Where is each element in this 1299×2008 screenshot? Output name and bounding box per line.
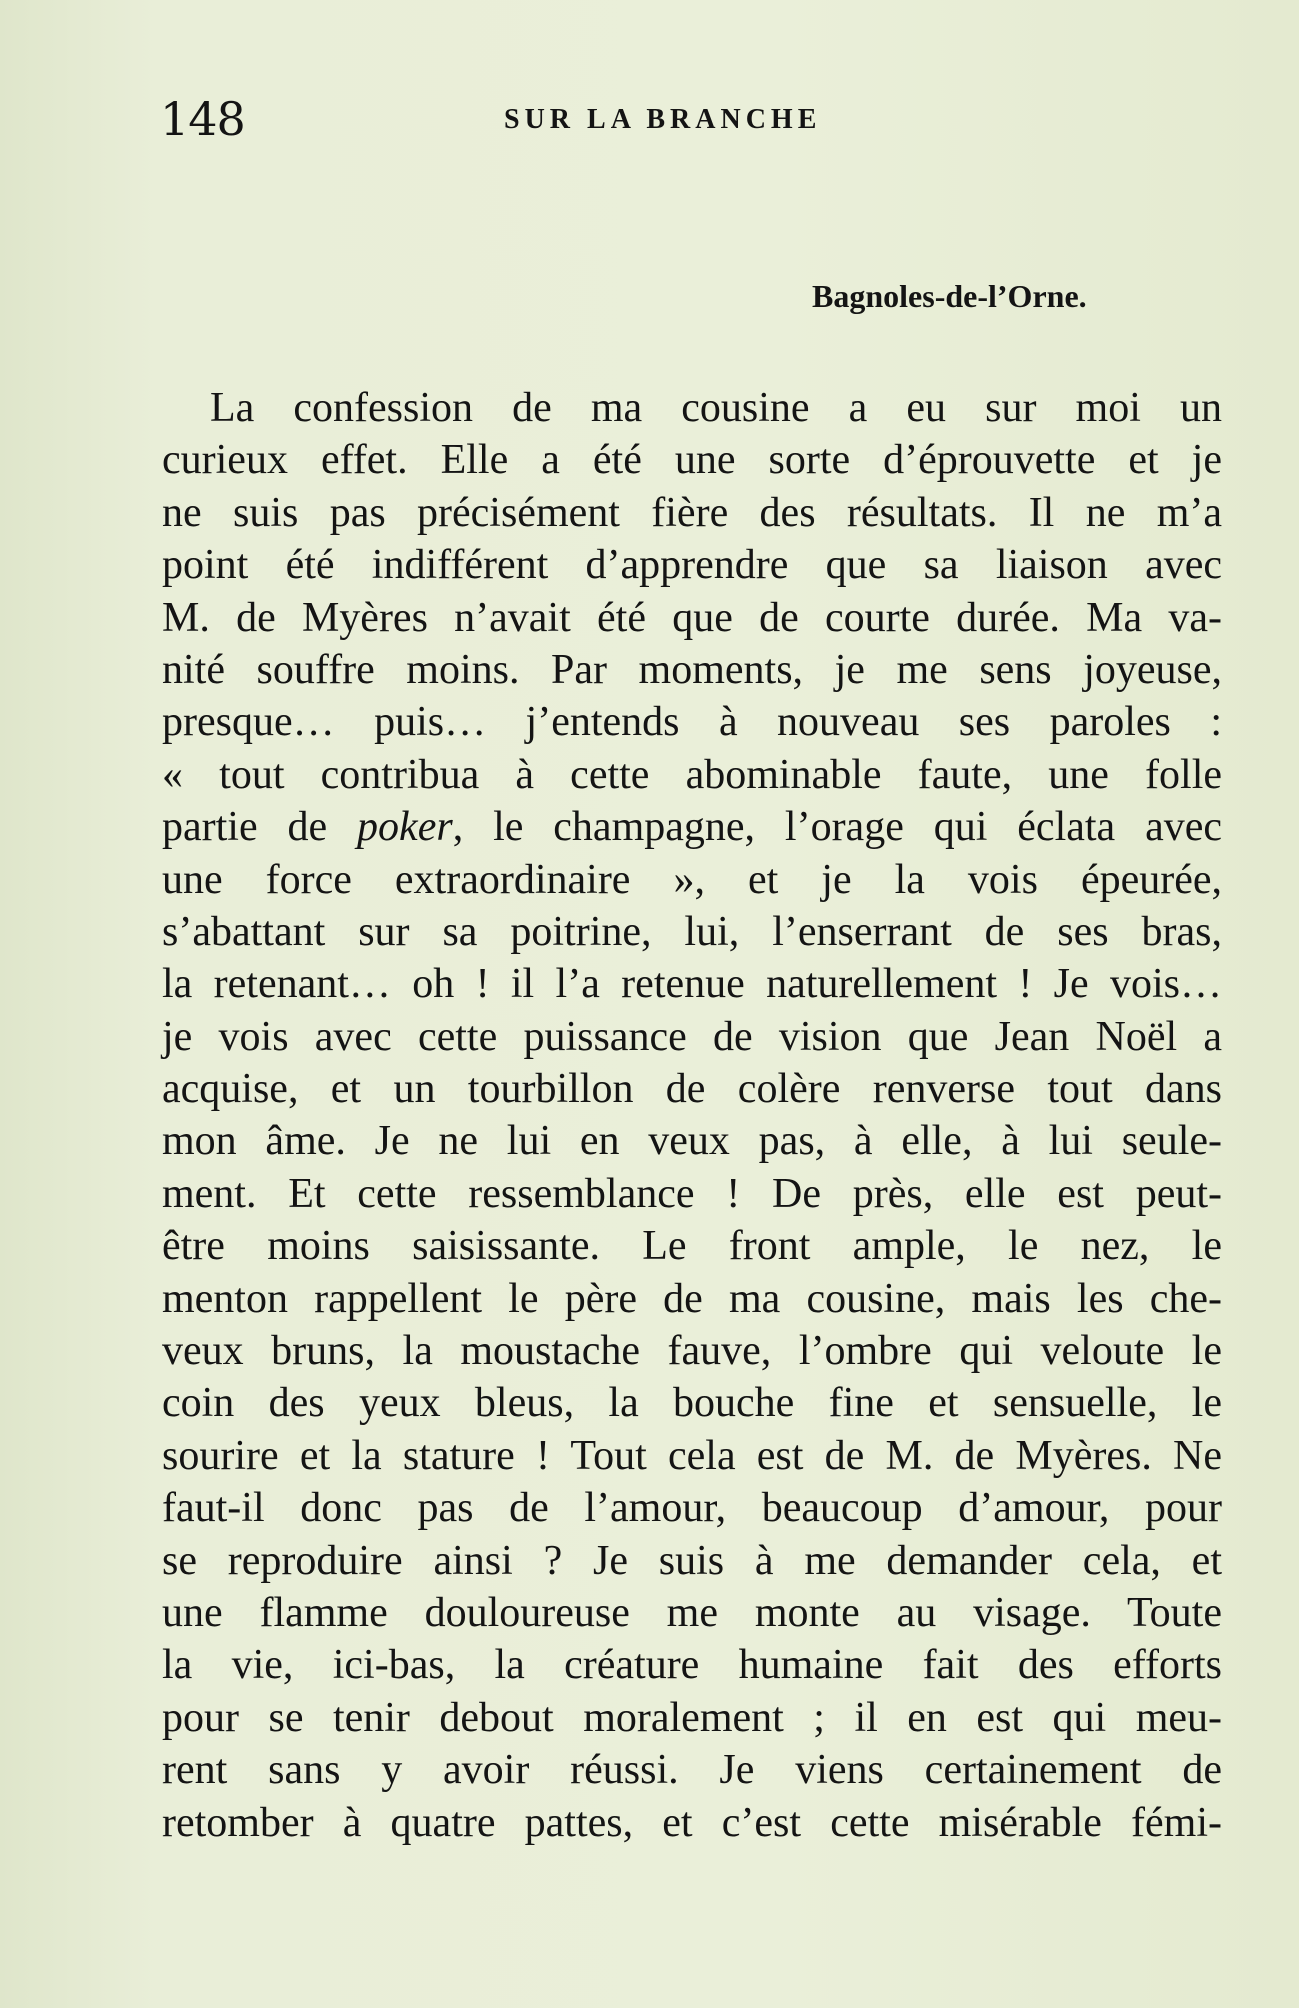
- text-line: retomber à quatre pattes, et c’est cette misérable fémi-: [162, 1799, 1222, 1846]
- text-line: être moins saisissante. Le front ample, le nez, le: [162, 1223, 1222, 1270]
- text-line: une flamme douloureuse me monte au visage. Toute: [162, 1589, 1222, 1636]
- text-line: une force extraordinaire », et je la vois épeurée,: [162, 856, 1222, 903]
- page-header: [160, 92, 1160, 152]
- text-line: sourire et la stature ! Tout cela est de M. de Myères. Ne: [162, 1432, 1222, 1479]
- text-line: nité souffre moins. Par moments, je me sens joyeuse,: [162, 646, 1222, 693]
- dateline: Bagnoles-de-l’Orne.: [812, 278, 1087, 314]
- page-number: 148: [160, 92, 245, 146]
- text-line: s’abattant sur sa poitrine, lui, l’enserrant de ses bras,: [162, 908, 1222, 955]
- running-title: SUR LA BRANCHE: [504, 104, 822, 135]
- text-line: veux bruns, la moustache fauve, l’ombre qui veloute le: [162, 1328, 1222, 1375]
- text-line: menton rappellent le père de ma cousine, mais les che-: [162, 1275, 1222, 1322]
- text-line: La confession de ma cousine a eu sur moi un: [210, 385, 1222, 431]
- text-line: faut-il donc pas de l’amour, beaucoup d’amour, pour: [162, 1485, 1222, 1532]
- text-line: ne suis pas précisément fière des résultats. Il ne m’a: [162, 489, 1222, 536]
- text-line: mon âme. Je ne lui en veux pas, à elle, à lui seule-: [162, 1118, 1222, 1165]
- text-line: coin des yeux bleus, la bouche fine et sensuelle, le: [162, 1380, 1222, 1427]
- text-line: je vois avec cette puissance de vision que Jean Noël a: [162, 1013, 1222, 1060]
- text-line: presque… puis… j’entends à nouveau ses paroles :: [162, 699, 1222, 746]
- text-line: la retenant… oh ! il l’a retenue naturellement ! Je vois…: [162, 961, 1222, 1008]
- text-line: se reproduire ainsi ? Je suis à me demander cela, et: [162, 1537, 1222, 1584]
- text-line: pour se tenir debout moralement ; il en est qui meu-: [162, 1694, 1222, 1741]
- body-text: [162, 382, 1222, 1849]
- text-line: ment. Et cette ressemblance ! De près, elle est peut-: [162, 1170, 1222, 1217]
- text-line: la vie, ici-bas, la créature humaine fait des efforts: [162, 1642, 1222, 1689]
- text-line: curieux effet. Elle a été une sorte d’éprouvette et je: [162, 437, 1222, 484]
- text-line: M. de Myères n’avait été que de courte durée. Ma va-: [162, 594, 1222, 641]
- text-line: acquise, et un tourbillon de colère renverse tout dans: [162, 1066, 1222, 1113]
- text-line: point été indifférent d’apprendre que sa liaison avec: [162, 542, 1222, 589]
- text-line: « tout contribua à cette abominable faute, une folle: [162, 751, 1222, 798]
- text-line: rent sans y avoir réussi. Je viens certainement de: [162, 1747, 1222, 1794]
- text-line: partie de poker, le champagne, l’orage qui éclata avec: [162, 804, 1223, 851]
